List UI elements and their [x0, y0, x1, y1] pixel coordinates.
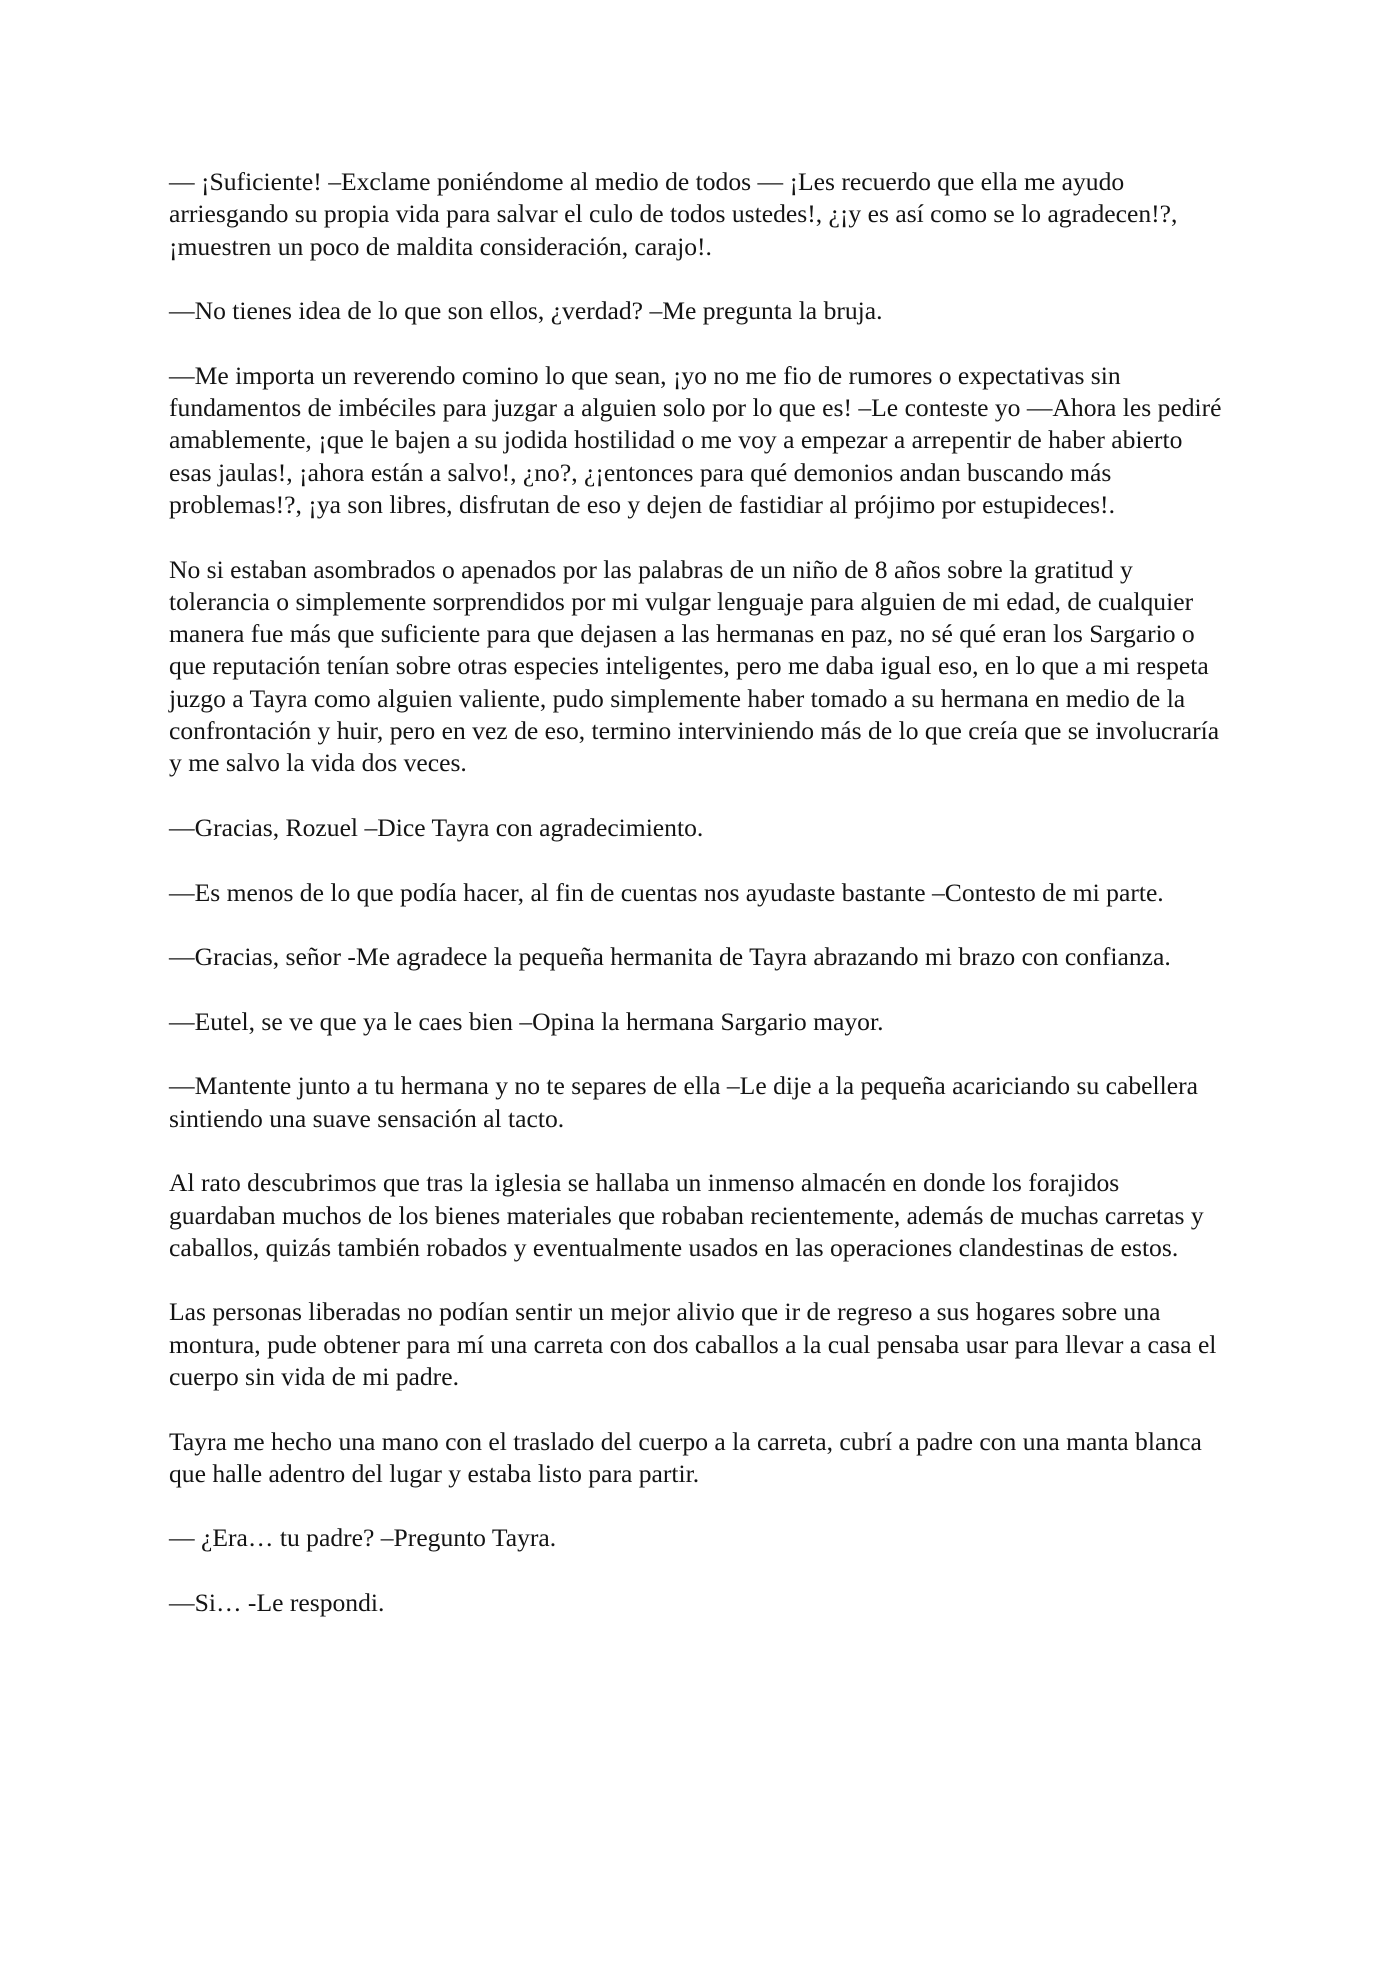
- paragraph-8: —Eutel, se ve que ya le caes bien –Opina la hermana Sargario mayor.: [169, 1006, 884, 1036]
- paragraph-1: — ¡Suficiente! –Exclame poniéndome al medio de todos — ¡Les recuerdo que ella me ayudo arriesgando su propia vida para salvar el culo de todos ustedes!, ¿¡y es así como se lo agradecen!?, ¡muestren un poco de maldita consideración, carajo!.: [169, 167, 1178, 261]
- paragraph-2: —No tienes idea de lo que son ellos, ¿verdad? –Me pregunta la bruja.: [169, 296, 883, 326]
- paragraph-12: Tayra me hecho una mano con el traslado del cuerpo a la carreta, cubrí a padre con una manta blanca que halle adentro del lugar y estaba listo para partir.: [169, 1426, 1202, 1488]
- paragraph-5: —Gracias, Rozuel –Dice Tayra con agradecimiento.: [169, 812, 704, 842]
- paragraph-3: —Me importa un reverendo comino lo que sean, ¡yo no me fio de rumores o expectativas sin fundamentos de imbéciles para juzgar a alguien solo por lo que es! –Le conteste yo —Ahora les pediré amablemente, ¡que le bajen a su jodida hostilidad o me voy a empezar a arrepentir de haber abierto esas jaulas!, ¡ahora están a salvo!, ¿no?, ¿¡entonces para qué demonios andan buscando más problemas!?, ¡ya son libres, disfrutan de eso y dejen de fastidiar al prójimo por estupideces!.: [169, 360, 1222, 519]
- paragraph-4: No si estaban asombrados o apenados por las palabras de un niño de 8 años sobre la gratitud y tolerancia o simplemente sorprendidos por mi vulgar lenguaje para alguien de mi edad, de cualquier manera fue más que suficiente para que dejasen a las hermanas en paz, no sé qué eran los Sargario o que reputación tenían sobre otras especies inteligentes, pero me daba igual eso, en lo que a mi respeta juzgo a Tayra como alguien valiente, pudo simplemente haber tomado a su hermana en medio de la confrontación y huir, pero en vez de eso, termino interviniendo más de lo que creía que se involucraría y me salvo la vida dos veces.: [169, 554, 1220, 778]
- paragraph-9: —Mantente junto a tu hermana y no te separes de ella –Le dije a la pequeña acariciando su cabellera sintiendo una suave sensación al tacto.: [169, 1071, 1198, 1133]
- paragraph-10: Al rato descubrimos que tras la iglesia se hallaba un inmenso almacén en donde los forajidos guardaban muchos de los bienes materiales que robaban recientemente, además de muchas carretas y caballos, quizás también robados y eventualmente usados en las operaciones clandestinas de estos.: [169, 1168, 1204, 1262]
- page-body-text: [169, 166, 1231, 1652]
- paragraph-11: Las personas liberadas no podían sentir un mejor alivio que ir de regreso a sus hogares sobre una montura, pude obtener para mí una carreta con dos caballos a la cual pensaba usar para llevar a casa el cuerpo sin vida de mi padre.: [169, 1297, 1217, 1391]
- paragraph-14: —Si… -Le respondi.: [169, 1588, 385, 1618]
- paragraph-13: — ¿Era… tu padre? –Pregunto Tayra.: [169, 1523, 557, 1553]
- paragraph-7: —Gracias, señor -Me agradece la pequeña hermanita de Tayra abrazando mi brazo con confianza.: [169, 942, 1171, 972]
- paragraph-6: —Es menos de lo que podía hacer, al fin de cuentas nos ayudaste bastante –Contesto de mi parte.: [169, 877, 1164, 907]
